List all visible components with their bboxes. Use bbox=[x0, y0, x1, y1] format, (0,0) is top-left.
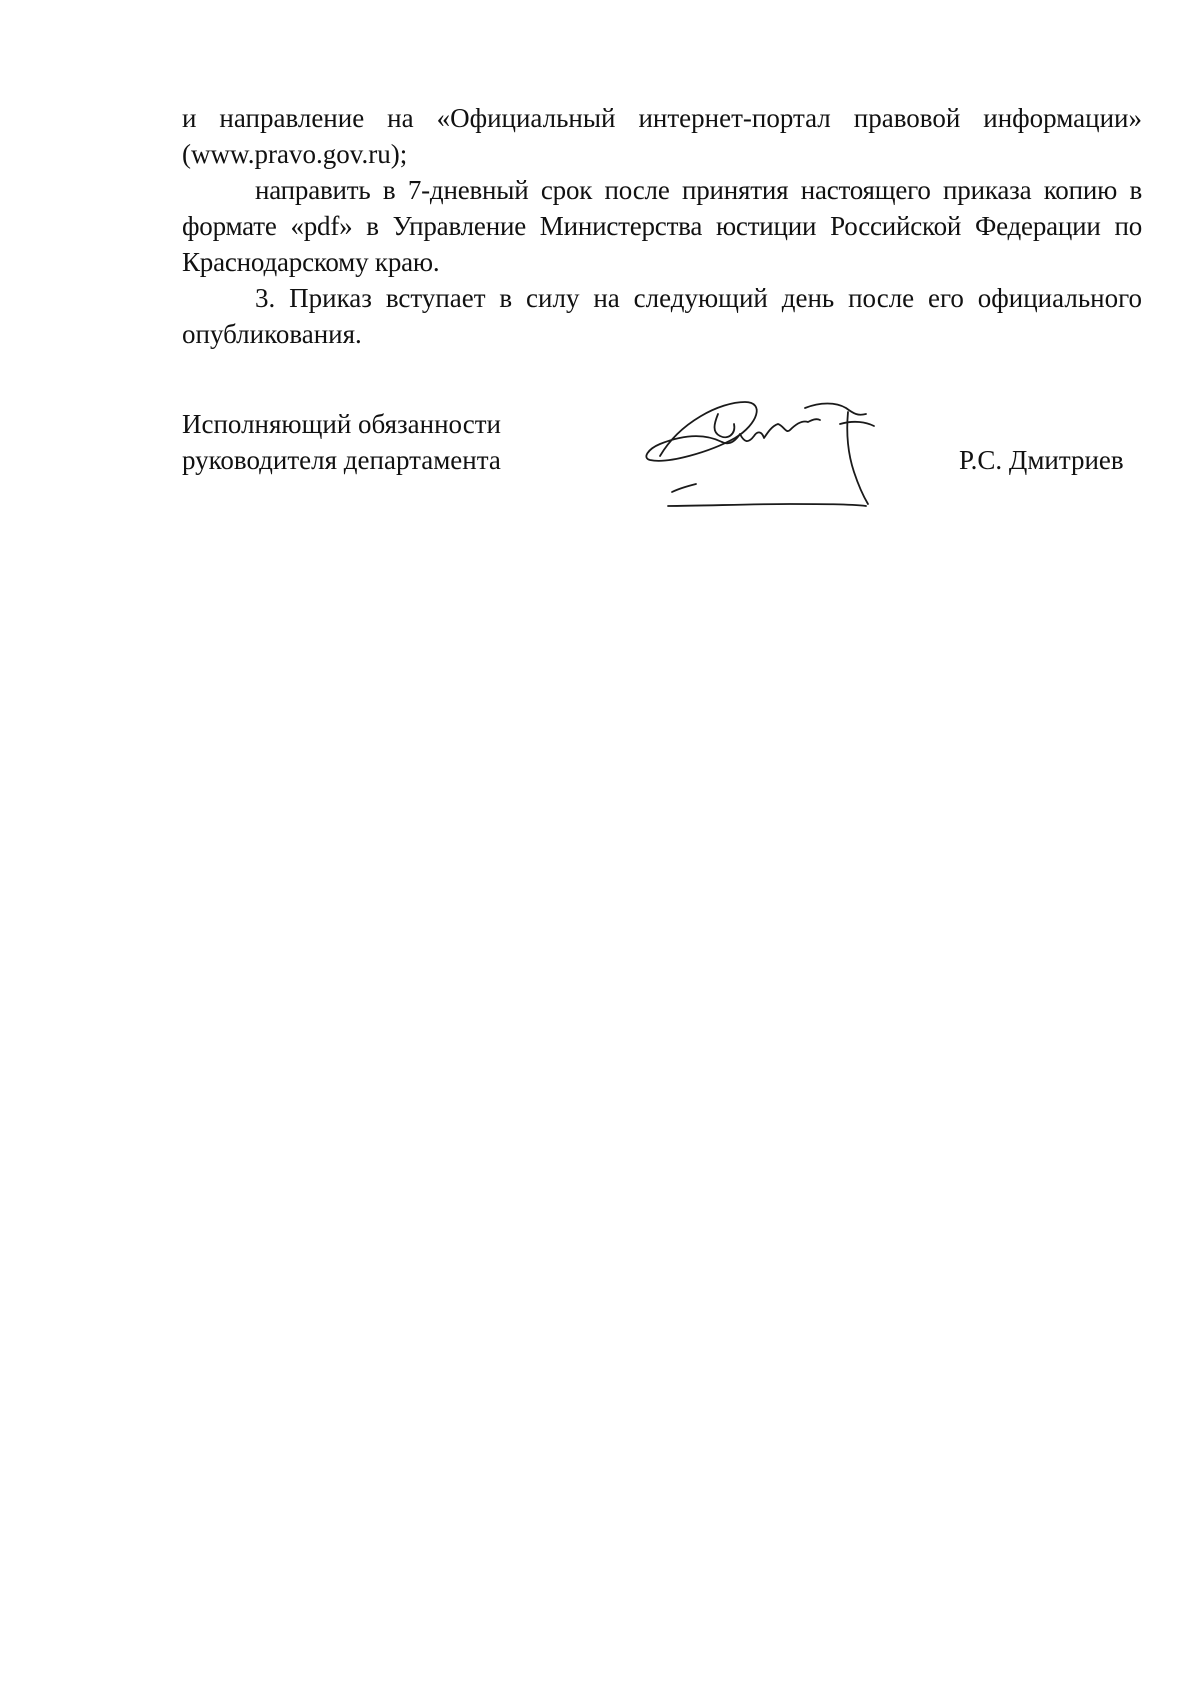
paragraph-effective-date: 3. Приказ вступает в силу на следующий день после его официального опубликования. bbox=[182, 283, 1142, 349]
signatory-position-line-1: Исполняющий обязанности bbox=[182, 409, 501, 439]
paragraph-publication: и направление на «Официальный интернет-портал правовой информации» (www.pravo.gov.ru); bbox=[182, 103, 1142, 169]
document-body bbox=[182, 100, 1142, 352]
signatory-position-line-2: руководителя департамента bbox=[182, 445, 501, 475]
signatory-position bbox=[182, 406, 602, 478]
handwritten-signature bbox=[640, 394, 900, 534]
signatory-name: Р.С. Дмитриев bbox=[959, 445, 1124, 475]
paragraph-ministry-copy: направить в 7-дневный срок после принятия настоящего приказа копию в формате «pdf» в Управление Министерства юстиции Российской Федерации по Краснодарскому краю. bbox=[182, 175, 1142, 277]
